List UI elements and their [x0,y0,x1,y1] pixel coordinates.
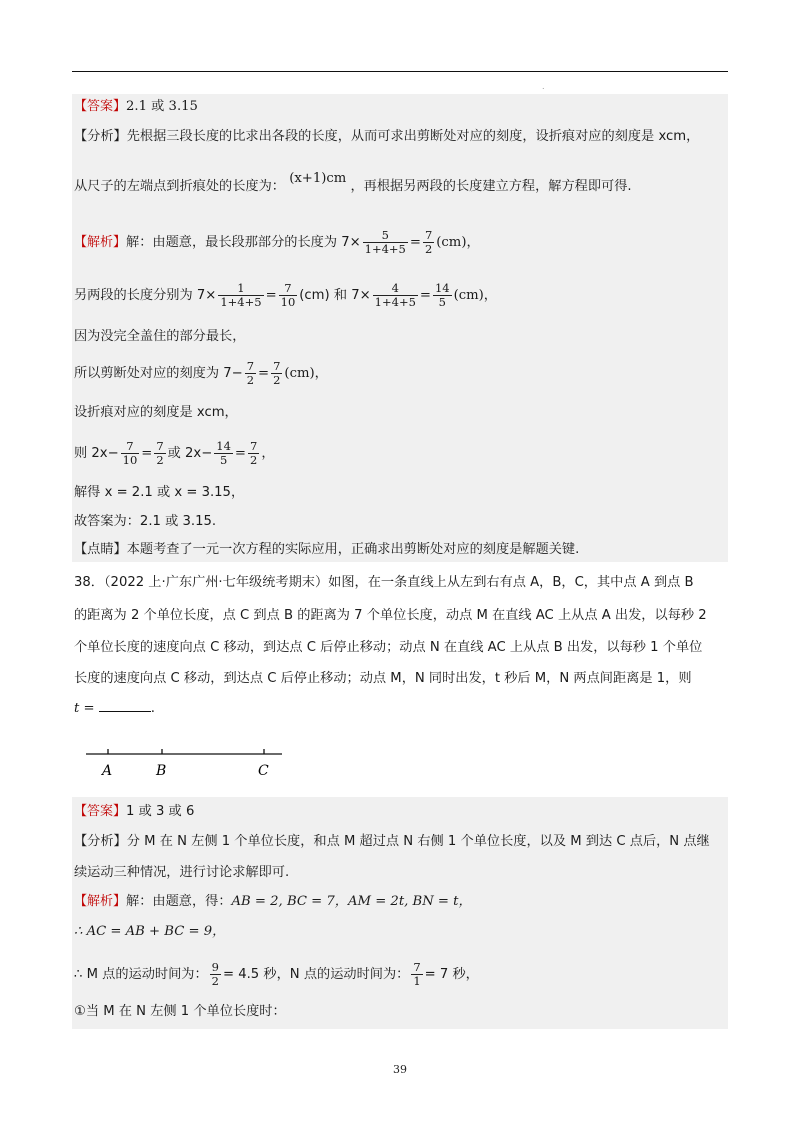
p37-solution-line-2 [74,282,728,309]
label-a: A [102,763,113,779]
numerator: 5 [363,229,408,243]
p37-sol-1a: 解：由题意，最长段那部分的长度为 7× [126,235,361,250]
p38-sol-2: ∴ AC = AB + BC = 9， [74,924,226,939]
p38-question-line-3: 个单位长度的速度向点 C 移动，到达点 C 后停止移动；动点 N 在直线 AC 上从点 B 出发，以每秒 1 个单位 [74,640,703,655]
numerator: 7 [156,439,164,453]
unit: (cm)， [436,235,480,250]
denominator: 2 [211,974,219,988]
p38-answer-line [74,803,728,821]
p38-sol-3b: = 4.5 秒，N 点的运动时间为： [222,967,410,982]
p37-sol-3: 因为没完全盖住的部分最长， [74,329,246,344]
p37-solution-line-7 [74,484,728,502]
p37-comment: 本题考查了一元一次方程的实际应用，正确求出剪断处对应的刻度是解题关键. [126,542,580,557]
fraction [271,360,282,387]
fraction [423,229,434,256]
p38-sol-3a: ∴ M 点的运动时间为： [74,967,208,982]
p37-analysis-2a: 从尺子的左端点到折痕处的长度为： [74,179,285,194]
p37-solution-line-3 [74,328,728,346]
p37-sol-7: 解得 x = 2.1 或 x = 3.15， [74,485,245,500]
denominator: 1+4+5 [364,242,406,256]
denominator: 2 [273,373,281,387]
p37-solution-line-4 [74,360,728,387]
solution-tag: 【解析】 [74,235,127,250]
p38-question-line-4: 长度的速度向点 C 移动，到达点 C 后停止移动；动点 M，N 同时出发，t 秒后 M，N 两点间距离是 1，则 [74,671,692,686]
label-b: B [156,763,167,779]
numerator: 7 [413,960,421,974]
fraction [245,360,256,387]
numerator: 7 [121,440,140,454]
p38-sol-1a: 解：由题意，得： [126,894,232,909]
analysis-tag: 【分析】 [74,129,127,144]
fraction [248,440,259,467]
fraction [154,440,165,467]
unit: (cm)， [453,288,497,303]
denominator: 1+4+5 [220,295,262,309]
equals: = [258,366,270,381]
answer-tag: 【答案】 [74,804,127,819]
fraction [363,229,408,256]
numerator: 7 [424,228,433,242]
p38-t-equals: t = [74,701,95,716]
denominator: 5 [219,453,228,467]
p38-question-line-5 [74,699,728,718]
p38-solution-line-4 [74,1003,728,1021]
equals: = [234,446,246,461]
p37-sol-4a: 所以剪断处对应的刻度为 7− [74,366,243,381]
p38-question-line-2: 的距离为 2 个单位长度，点 C 到点 B 的距离为 7 个单位长度，动点 M 在直线 AC 上从点 A 出发，以每秒 2 [74,608,707,623]
p37-comment-line [74,541,728,559]
p38-answer: 1 或 3 或 6 [126,804,195,819]
p37-solution-line-6 [74,440,728,467]
numerator: 9 [211,960,219,974]
p37-solution-line-1 [74,229,728,256]
equals: = [419,288,431,303]
p37-analysis-line-1 [74,128,728,146]
header-dot: . [542,82,545,91]
p37-analysis-1: 先根据三段长度的比求出各段的长度，从而可求出剪断处对应的刻度，设折痕对应的刻度是 xcm， [126,129,700,144]
numerator: 4 [373,282,418,296]
p37-sol-2c: (cm) 和 7× [299,288,371,303]
p38-analysis-line-2: 续运动三种情况，进行讨论求解即可. [74,865,290,880]
numerator: 1 [218,282,263,296]
answer-tag: 【答案】 [74,99,127,114]
denominator: 10 [280,295,296,309]
numerator: 7 [279,282,298,296]
p37-analysis-2m: (x+1)cm [289,171,347,186]
solution-tag: 【解析】 [74,894,127,909]
fraction [279,282,298,309]
comment-tag: 【点睛】 [74,542,127,557]
fraction [210,961,221,988]
fraction [218,282,263,309]
p38-sol-1m: AB = 2, BC = 7，AM = 2t, BN = t， [231,894,472,909]
p38-sol-4: ①当 M 在 N 左侧 1 个单位长度时： [74,1004,286,1019]
numerator: 7 [273,359,281,373]
punct: ， [261,446,275,461]
p38-question-line-1: 38．（2022 上·广东广州·七年级统考期末）如图，在一条直线上从左到右有点 A，B，C，其中点 A 到点 B [74,575,694,590]
numerator: 7 [246,359,255,373]
fraction [121,440,140,467]
denominator: 2 [156,453,164,467]
denominator: 10 [122,453,138,467]
page-number: 39 [393,1063,407,1076]
period: . [150,701,155,716]
equals: = [265,288,277,303]
answer-blank[interactable] [99,699,151,712]
fraction [373,282,418,309]
unit: (cm)， [284,366,328,381]
analysis-tag: 【分析】 [74,834,127,849]
p37-answer-line [74,98,728,116]
p38-solution-line-1 [74,893,728,911]
p37-answer: 2.1 或 3.15 [126,99,198,114]
answer-block-38 [72,797,728,1029]
p38-sol-3c: = 7 秒， [424,967,479,982]
p38-solution-line-3 [74,961,728,988]
label-c: C [258,763,269,779]
denominator: 2 [424,242,433,256]
fraction [433,282,452,309]
equals: = [409,235,421,250]
numerator: 14 [216,439,231,453]
denominator: 1+4+5 [374,295,416,309]
p38-solution-line-2 [74,923,728,941]
denominator: 5 [438,295,446,309]
number-line-figure [86,745,286,779]
p37-sol-6c: 或 2x− [167,446,213,461]
p38-analysis-line-1 [74,833,728,851]
p37-sol-2a: 另两段的长度分别为 7× [74,288,217,303]
p37-sol-5: 设折痕对应的刻度是 xcm， [74,405,238,420]
numerator: 14 [434,281,450,295]
p37-analysis-2b: ，再根据另两段的长度建立方程，解方程即可得. [350,179,632,194]
denominator: 2 [249,453,258,467]
p37-solution-line-8 [74,513,728,531]
p37-analysis-line-2 [74,171,728,196]
p37-sol-6a: 则 2x− [74,446,119,461]
equals: = [141,446,153,461]
denominator: 1 [413,974,421,988]
p37-sol-8: 故答案为：2.1 或 3.15. [74,514,217,529]
header-rule [72,71,728,72]
p37-solution-line-5 [74,404,728,422]
fraction [411,961,422,988]
numerator: 7 [249,439,258,453]
fraction [214,440,233,467]
denominator: 2 [246,373,255,387]
p38-analysis-1: 分 M 在 N 左侧 1 个单位长度，和点 M 超过点 N 右侧 1 个单位长度，以及 M 到达 C 点后，N 点继 [126,834,710,849]
